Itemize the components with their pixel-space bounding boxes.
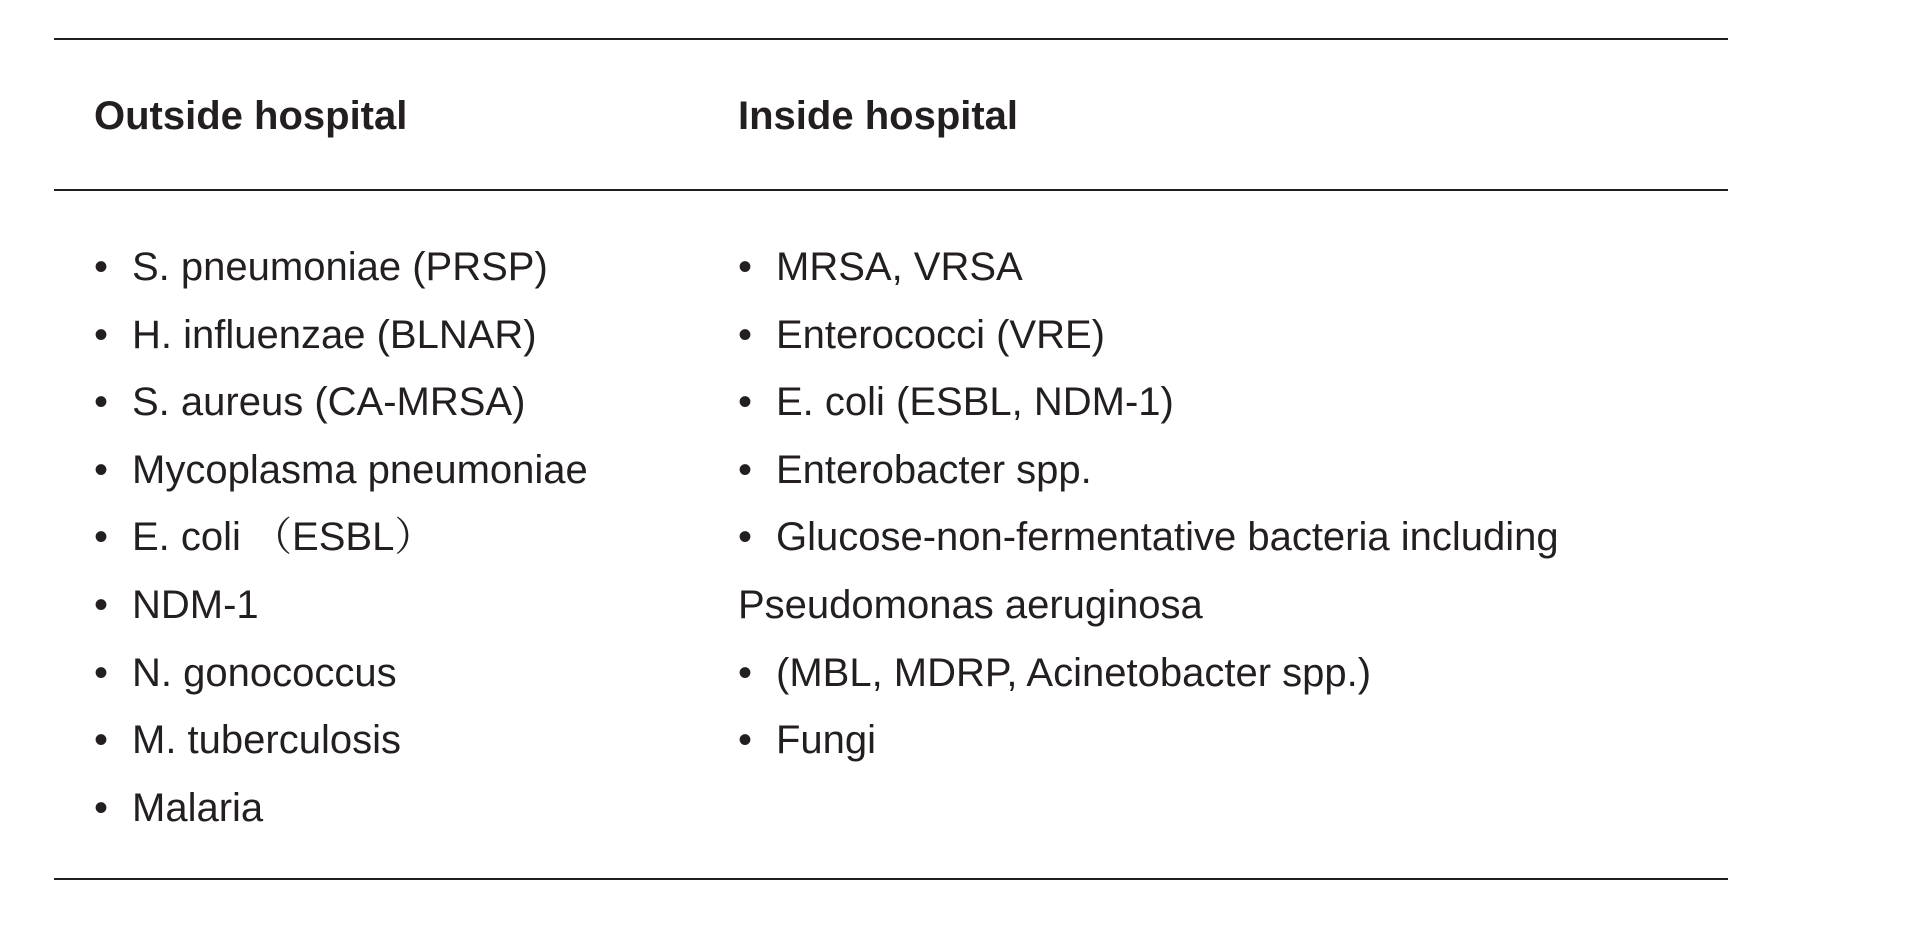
bullet-icon: • xyxy=(94,718,109,763)
list-item-text: E. coli （ESBL） xyxy=(132,515,435,560)
list-item-text: (MBL, MDRP, Acinetobacter spp.) xyxy=(776,650,1372,695)
list-item-text: S. aureus (CA-MRSA) xyxy=(132,380,526,425)
list-item-text: Glucose-non-fermentative bacteria including xyxy=(776,515,1559,560)
list-item xyxy=(94,711,588,779)
list-item xyxy=(94,508,588,576)
top-rule xyxy=(54,38,1728,40)
list-item-text: Fungi xyxy=(776,718,877,763)
bullet-icon: • xyxy=(94,380,109,425)
bullet-icon: • xyxy=(738,650,753,695)
list-item xyxy=(94,576,588,644)
list-item-text: M. tuberculosis xyxy=(132,718,401,763)
list-item-text: Mycoplasma pneumoniae xyxy=(132,447,588,492)
list-item xyxy=(94,441,588,509)
list-item-text: S. pneumoniae (PRSP) xyxy=(132,245,548,289)
bullet-icon: • xyxy=(94,312,109,357)
bullet-icon: • xyxy=(94,582,109,627)
bottom-rule xyxy=(54,878,1728,880)
list-item-text: H. influenzae (BLNAR) xyxy=(132,312,537,357)
list-item xyxy=(738,441,1559,509)
header-outside-hospital: Outside hospital xyxy=(94,94,408,138)
bullet-icon: • xyxy=(94,515,109,560)
list-item-text: Enterobacter spp. xyxy=(776,447,1092,492)
bullet-icon: • xyxy=(738,312,753,357)
bullet-icon: • xyxy=(738,515,753,560)
list-item xyxy=(738,644,1559,712)
bullet-icon: • xyxy=(94,785,109,830)
list-item xyxy=(94,373,588,441)
list-item-text: Pseudomonas aeruginosa xyxy=(738,582,1203,627)
list-item-text: Malaria xyxy=(132,785,264,830)
list-item-text: Enterococci (VRE) xyxy=(776,312,1105,357)
header-inside-hospital: Inside hospital xyxy=(738,94,1019,138)
list-item xyxy=(738,306,1559,374)
list-item xyxy=(738,711,1559,779)
list-item xyxy=(94,779,588,847)
outside-hospital-list xyxy=(94,238,588,846)
list-item-text: N. gonococcus xyxy=(132,650,397,695)
header-divider-rule xyxy=(54,189,1728,191)
list-item-text: MRSA, VRSA xyxy=(776,245,1023,289)
list-item xyxy=(94,238,588,306)
list-item xyxy=(738,373,1559,441)
bullet-icon: • xyxy=(94,650,109,695)
bullet-icon: • xyxy=(94,447,109,492)
list-item xyxy=(94,644,588,712)
bullet-icon: • xyxy=(738,380,753,425)
list-item xyxy=(738,508,1559,576)
list-item xyxy=(94,306,588,374)
bullet-icon: • xyxy=(94,245,109,289)
inside-hospital-list xyxy=(738,238,1559,779)
bullet-icon: • xyxy=(738,447,753,492)
list-item xyxy=(738,238,1559,306)
list-item-text: E. coli (ESBL, NDM-1) xyxy=(776,380,1174,425)
list-item-text: NDM-1 xyxy=(132,582,259,627)
bullet-icon: • xyxy=(738,245,753,289)
list-item xyxy=(738,576,1559,644)
bullet-icon: • xyxy=(738,718,753,763)
